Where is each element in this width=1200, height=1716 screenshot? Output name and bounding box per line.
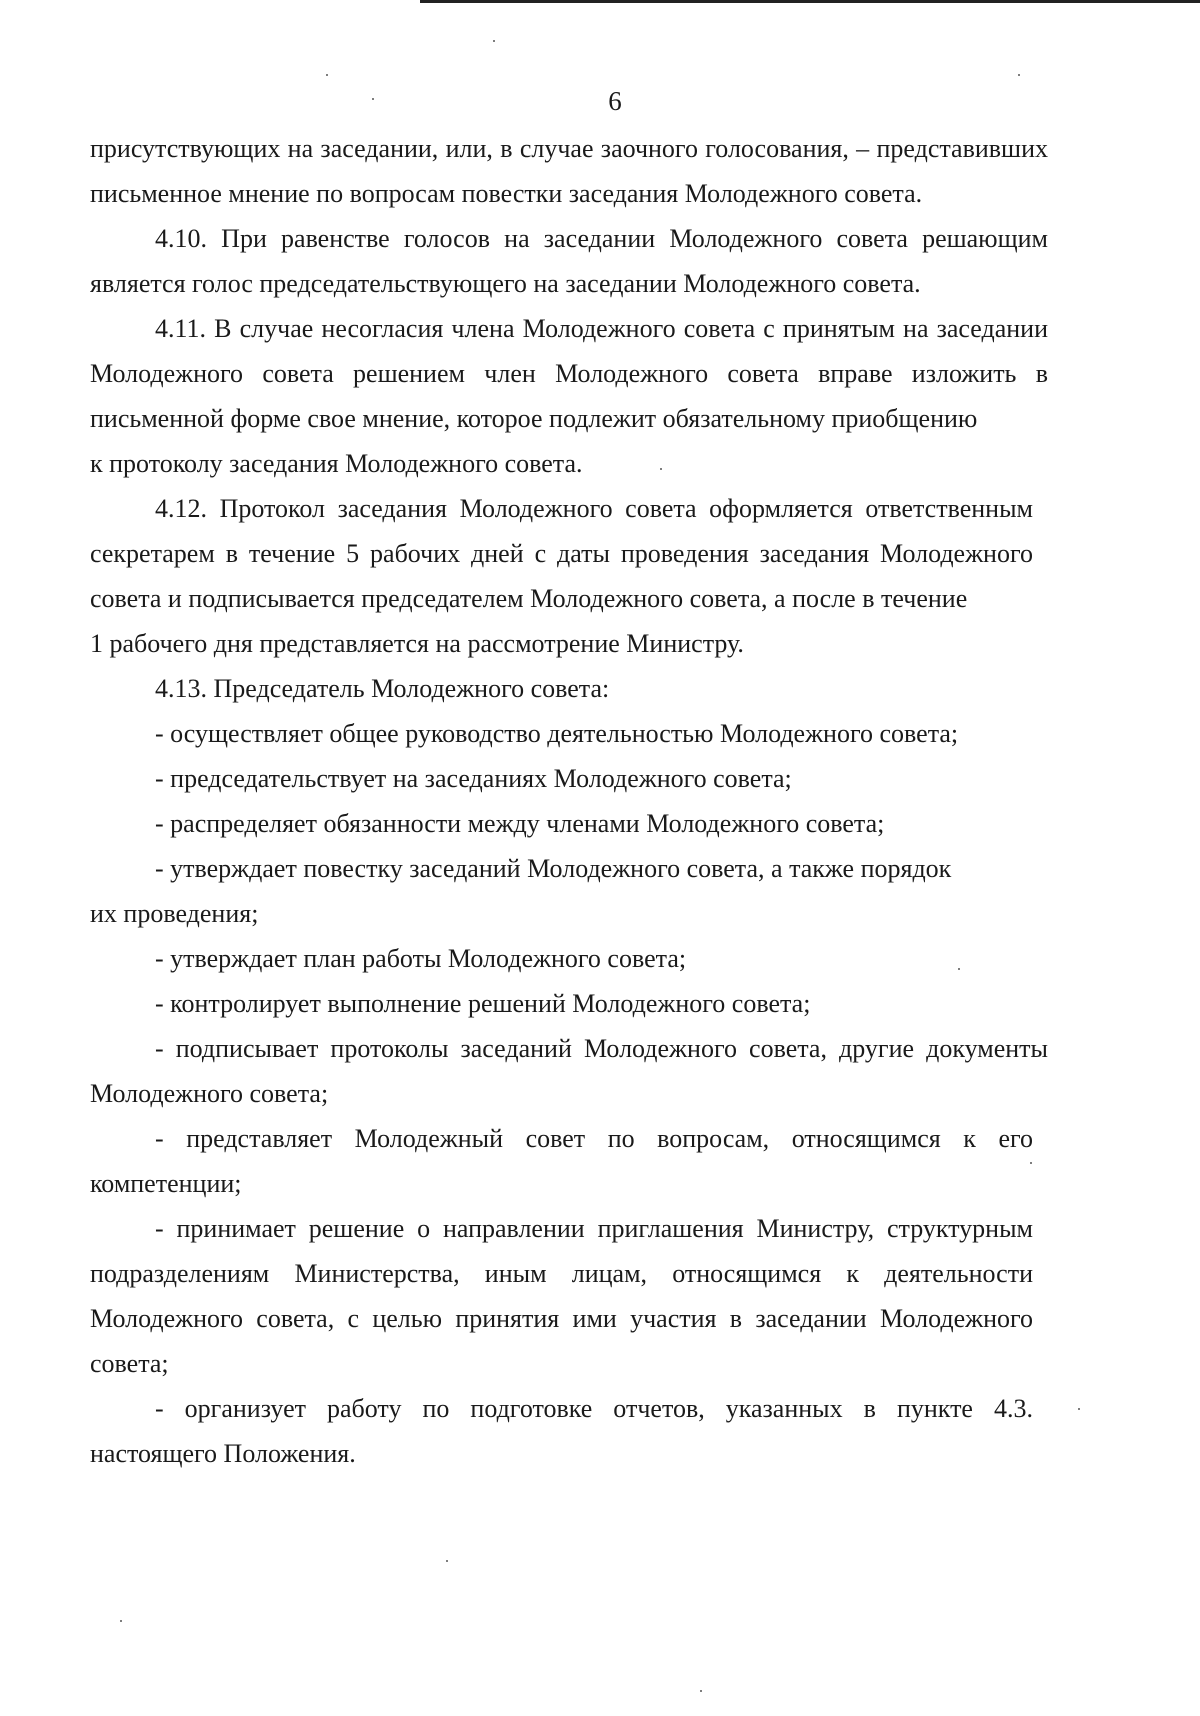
scan-speck [1030,1162,1032,1164]
scan-speck [326,74,328,76]
list-item: - организует работу по подготовке отчетов, указанных в пункте 4.3. [155,1394,1033,1423]
text-line: письменное мнение по вопросам повестки заседания Молодежного совета. [90,179,923,208]
scan-speck [958,968,960,970]
scan-speck [493,40,495,42]
top-border-line [420,0,1200,3]
list-item: Молодежного совета; [90,1079,329,1108]
page-number: 6 [608,86,622,116]
list-item: компетенции; [90,1169,242,1198]
text-line: совета и подписывается председателем Молодежного совета, а после в течение [90,584,968,613]
scan-speck [372,98,374,100]
list-item: подразделениям Министерства, иным лицам, относящимся к деятельности [90,1259,1033,1288]
text-line: секретарем в течение 5 рабочих дней с даты проведения заседания Молодежного [90,539,1033,568]
list-item: - председательствует на заседаниях Молодежного совета; [155,764,792,793]
text-line: Молодежного совета решением член Молодежного совета вправе изложить в [90,359,1048,388]
text-line: присутствующих на заседании, или, в случае заочного голосования, – представивших [90,134,1048,163]
text-line: является голос председательствующего на заседании Молодежного совета. [90,269,921,298]
list-item: совета; [90,1349,169,1378]
list-item: - принимает решение о направлении приглашения Министру, структурным [155,1214,1033,1243]
list-item: Молодежного совета, с целью принятия ими участия в заседании Молодежного [90,1304,1033,1333]
text-line: к протоколу заседания Молодежного совета. [90,449,583,478]
list-item: - утверждает план работы Молодежного совета; [155,944,687,973]
scan-speck [1018,74,1020,76]
text-line: 1 рабочего дня представляется на рассмотрение Министру. [90,629,744,658]
text-line: 4.10. При равенстве голосов на заседании Молодежного совета решающим [155,224,1048,253]
scan-speck [120,1620,122,1622]
list-item: - утверждает повестку заседаний Молодежного совета, а также порядок [155,854,952,883]
text-line: 4.12. Протокол заседания Молодежного совета оформляется ответственным [155,494,1033,523]
list-item: - осуществляет общее руководство деятельностью Молодежного совета; [155,719,959,748]
scan-speck [700,1690,702,1692]
list-item: - подписывает протоколы заседаний Молодежного совета, другие документы [155,1034,1048,1063]
list-item: настоящего Положения. [90,1439,356,1468]
text-line: письменной форме свое мнение, которое подлежит обязательному приобщению [90,404,978,433]
list-item: их проведения; [90,899,259,928]
list-item: - контролирует выполнение решений Молодежного совета; [155,989,811,1018]
list-item: - представляет Молодежный совет по вопросам, относящимся к его [155,1124,1033,1153]
text-line: 4.11. В случае несогласия члена Молодежного совета с принятым на заседании [155,314,1048,343]
scan-speck [446,1560,448,1562]
text-line: 4.13. Председатель Молодежного совета: [155,674,610,703]
list-item: - распределяет обязанности между членами Молодежного совета; [155,809,885,838]
scan-speck [660,468,662,470]
scan-speck [1078,1408,1080,1410]
